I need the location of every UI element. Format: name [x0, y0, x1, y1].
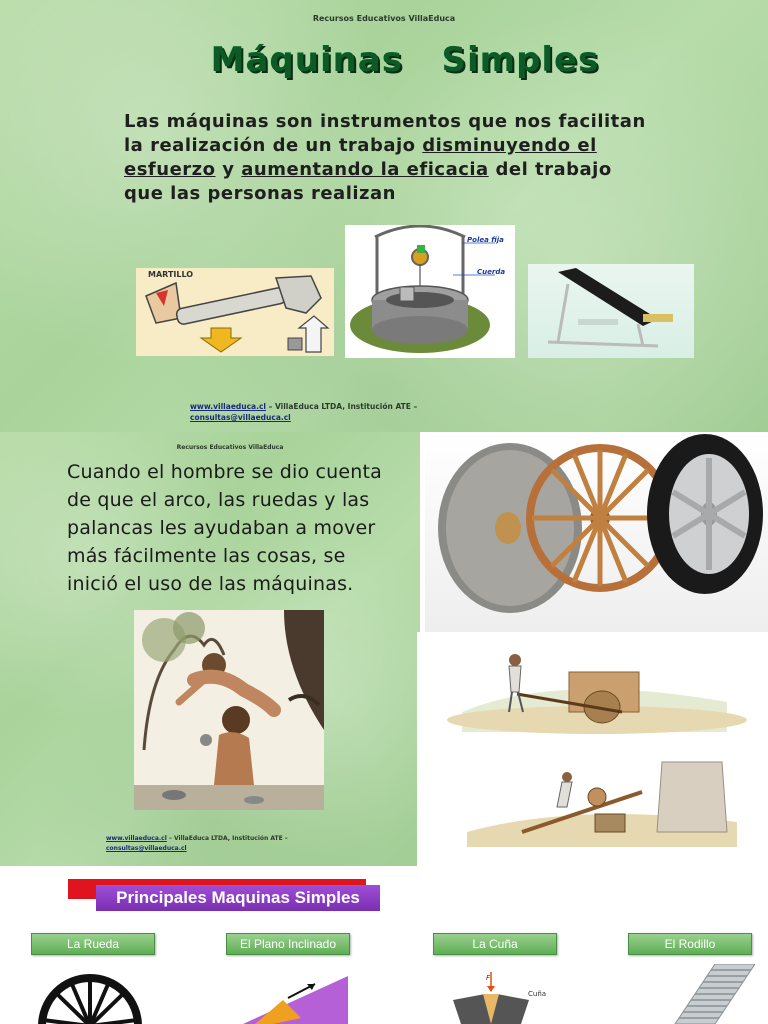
wedge-icon: [445, 970, 555, 1024]
intro-text-1: Las máquinas son instrumentos que nos facilitan la realización de un trabajo: [124, 111, 646, 156]
force-label: F: [486, 974, 491, 982]
intro-text-2: y: [215, 159, 242, 180]
page-title: Máquinas Simples: [210, 40, 600, 80]
bench-icon: [528, 264, 694, 358]
pulley-well-image: [345, 225, 515, 358]
section-title: Principales Maquinas Simples: [96, 885, 380, 911]
hammer-label: MARTILLO: [148, 270, 194, 279]
slide-maquinas-simples: [0, 0, 768, 432]
roller-icon: [655, 964, 755, 1024]
intro-underline-1: disminuyendo el esfuerzo: [124, 135, 597, 180]
lever-icon: [417, 632, 768, 866]
button-plano-inclinado[interactable]: El Plano Inclinado: [226, 933, 350, 955]
button-la-rueda[interactable]: La Rueda: [31, 933, 155, 955]
cavemen-icon: [134, 610, 324, 810]
slide-footer: [106, 834, 326, 854]
hammer-icon: [136, 268, 334, 356]
website-link[interactable]: www.villaeduca.cl: [190, 402, 266, 411]
footer-text: – VillaEduca LTDA, Institución ATE –: [166, 835, 288, 842]
wheels-evolution-image: [425, 432, 768, 632]
incline-bench-image: [528, 264, 694, 358]
lever-incline-image: [417, 632, 768, 866]
slide-principales: [0, 866, 768, 1024]
wheel-icon: [425, 432, 768, 632]
footer-text: – VillaEduca LTDA, Institución ATE –: [266, 402, 418, 411]
slide-historia: [0, 432, 420, 866]
wedge-label: Cuña: [528, 990, 547, 998]
history-paragraph: Cuando el hombre se dio cuenta de que el arco, las ruedas y las palancas les ayudaban a mover más fácilmente las cosas, se inició el uso de las máquinas.: [67, 461, 383, 595]
slide-header: Recursos Educativos VillaEduca: [312, 14, 456, 23]
slide-header: Recursos Educativos VillaEduca: [176, 444, 284, 451]
pulley-icon: [345, 225, 515, 358]
email-link[interactable]: consultas@villaeduca.cl: [190, 413, 291, 422]
inclined-plane-icon: [243, 974, 353, 1024]
hammer-image: [136, 268, 334, 356]
cavemen-image: [134, 610, 324, 810]
pulley-label-fixed: Polea fija: [467, 236, 504, 244]
intro-text-3: del trabajo que las personas realizan: [124, 159, 612, 204]
email-link[interactable]: consultas@villaeduca.cl: [106, 845, 187, 852]
button-el-rodillo[interactable]: El Rodillo: [628, 933, 752, 955]
intro-paragraph: [124, 110, 654, 206]
intro-underline-2: aumentando la eficacia: [241, 159, 489, 180]
wheel-icon: [35, 970, 145, 1024]
wedge-image: [445, 970, 555, 1024]
website-link[interactable]: www.villaeduca.cl: [106, 835, 167, 842]
button-la-cuna[interactable]: La Cuña: [433, 933, 557, 955]
slide-footer: [190, 401, 490, 423]
pulley-label-rope: Cuerda: [477, 268, 506, 276]
